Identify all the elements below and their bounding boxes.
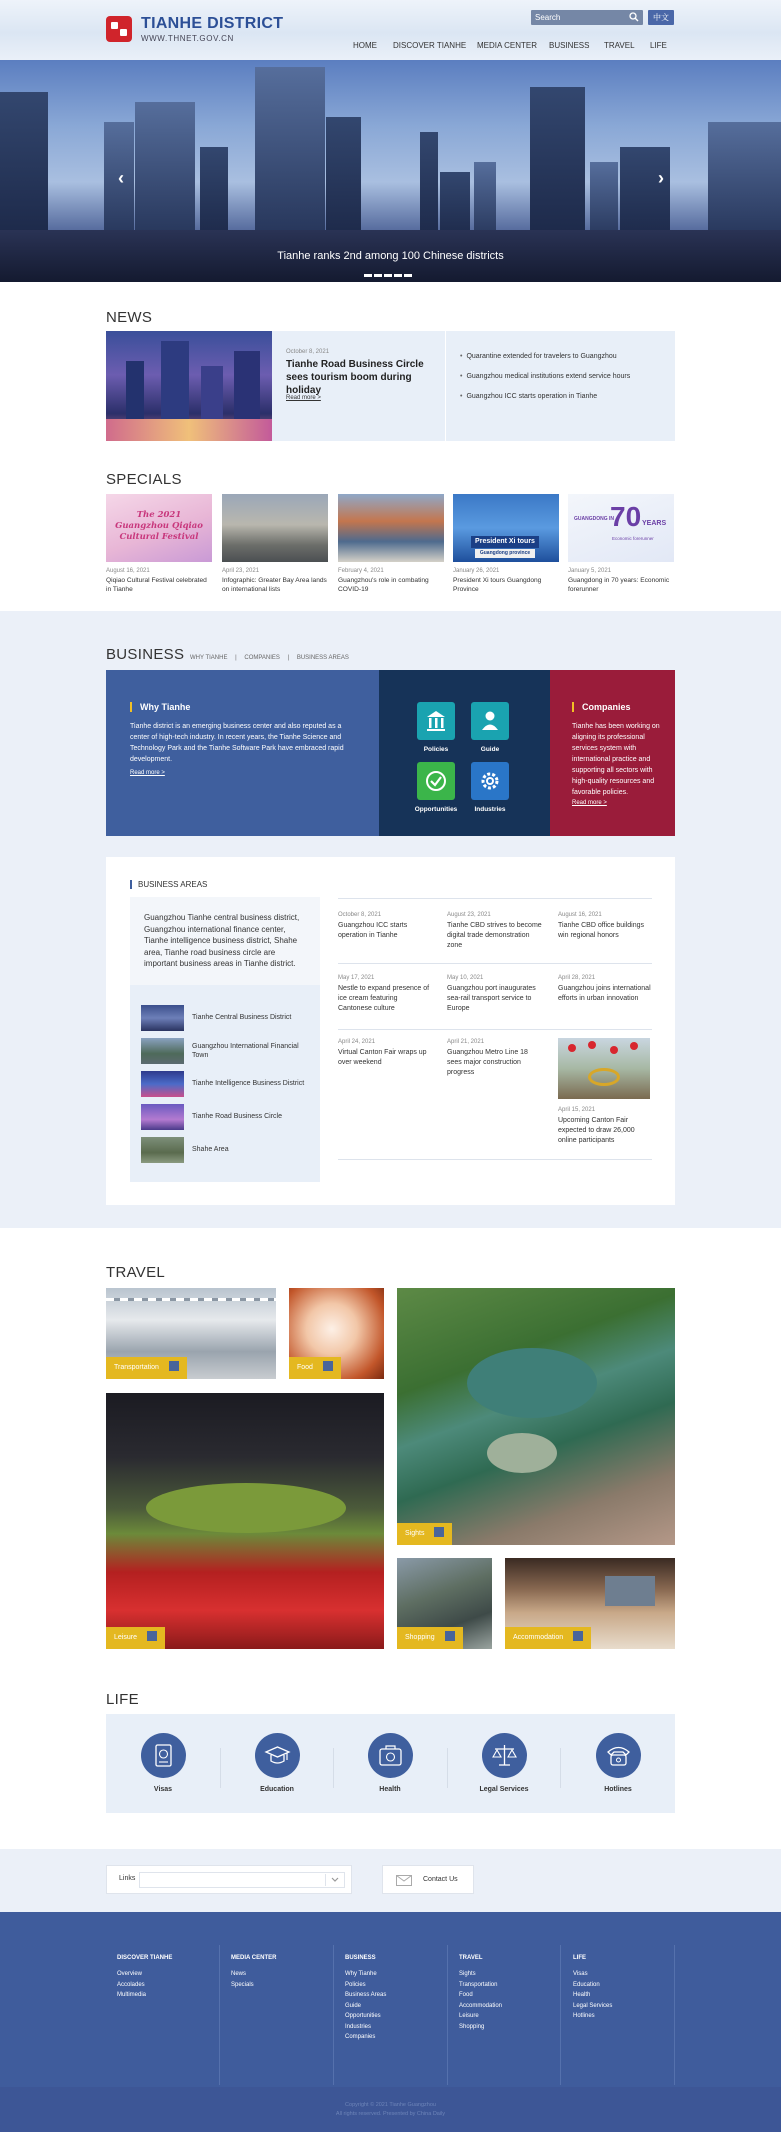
travel-tile-transportation[interactable]: [106, 1288, 276, 1379]
links-dropdown[interactable]: [106, 1865, 352, 1894]
article-date: August 23, 2021: [447, 912, 491, 918]
footer-link[interactable]: Accolades: [117, 1981, 145, 1988]
special-image-text: YEARS: [642, 520, 667, 527]
article-date: August 16, 2021: [558, 912, 602, 918]
person-icon: [471, 702, 509, 740]
footer-link[interactable]: Policies: [345, 1981, 366, 1988]
search-box: [531, 10, 643, 25]
footer-column-media: [231, 1955, 276, 1990]
special-card[interactable]: [568, 494, 674, 594]
medical-kit-icon[interactable]: [368, 1733, 413, 1778]
hero-dot[interactable]: [394, 274, 402, 277]
business-article[interactable]: [558, 912, 653, 941]
special-date: April 23, 2021: [222, 568, 260, 574]
news-list-item[interactable]: • Guangzhou medical institutions extend service hours: [460, 373, 630, 380]
hero-caption[interactable]: Tianhe ranks 2nd among 100 Chinese districts: [277, 250, 504, 262]
travel-tag[interactable]: [106, 1627, 165, 1649]
guide-tile[interactable]: [471, 702, 509, 740]
area-name[interactable]: Tianhe Road Business Circle: [192, 1113, 283, 1120]
travel-tag-label: Shopping: [405, 1634, 435, 1641]
travel-tag[interactable]: [289, 1357, 341, 1379]
footer-link[interactable]: Overview: [117, 1971, 143, 1977]
footer-link[interactable]: Guide: [345, 2002, 362, 2009]
divider: [338, 898, 652, 899]
area-thumbnail[interactable]: [141, 1104, 184, 1130]
footer-link[interactable]: Why Tianhe: [345, 1971, 377, 1977]
special-title[interactable]: Guangdong in 70 years: Economic forerunner: [568, 577, 670, 593]
special-image[interactable]: [222, 494, 328, 562]
scales-icon[interactable]: [482, 1733, 527, 1778]
footer-heading[interactable]: MEDIA CENTER: [231, 1955, 277, 1961]
article-date: April 28, 2021: [558, 975, 596, 981]
industries-label[interactable]: Industries: [474, 806, 506, 813]
nav-discover-tianhe[interactable]: DISCOVER TIANHE: [393, 41, 467, 50]
article-title[interactable]: Tianhe CBD strives to become digital trade demonstration zone: [447, 922, 542, 949]
business-area-item[interactable]: [141, 1005, 311, 1031]
copyright-text: Copyright © 2021 Tianhe Guangzhou: [345, 2102, 436, 2108]
travel-tile-food[interactable]: [289, 1288, 384, 1379]
footer-link[interactable]: Health: [573, 1992, 591, 1998]
nav-travel[interactable]: TRAVEL: [604, 41, 635, 50]
footer-link[interactable]: Sights: [459, 1971, 476, 1977]
travel-tag-label: Leisure: [114, 1634, 137, 1641]
special-title[interactable]: Infographic: Greater Bay Area lands on international lists: [222, 577, 327, 593]
divider: [338, 1159, 652, 1160]
divider: [560, 1748, 561, 1788]
footer-heading[interactable]: DISCOVER TIANHE: [117, 1955, 173, 1961]
special-title[interactable]: Qiqiao Cultural Festival celebrated in Tianhe: [106, 577, 207, 593]
footer-link[interactable]: Multimedia: [117, 1992, 147, 1998]
copyright-bar: [0, 2087, 781, 2132]
specials-section-title: SPECIALS: [106, 471, 182, 488]
nav-home[interactable]: HOME: [353, 41, 377, 50]
life-label[interactable]: Health: [379, 1786, 401, 1793]
footer-heading[interactable]: TRAVEL: [459, 1955, 483, 1961]
special-image[interactable]: [106, 494, 212, 562]
footer-link[interactable]: Shopping: [459, 2023, 485, 2030]
article-title[interactable]: Nestle to expand presence of ice cream featuring Cantonese culture: [338, 985, 430, 1012]
article-date: April 15, 2021: [558, 1107, 596, 1113]
hero-dot[interactable]: [404, 274, 412, 277]
special-card[interactable]: [453, 494, 559, 594]
special-title[interactable]: Guangzhou's role in combating COVID-19: [338, 577, 429, 593]
special-image-text: Economic forerunner: [612, 536, 654, 541]
special-date: January 26, 2021: [453, 568, 500, 574]
footer-link[interactable]: Industries: [345, 2023, 372, 2030]
news-feature: [272, 331, 445, 441]
travel-tag-label: Accommodation: [513, 1634, 564, 1641]
footer-heading[interactable]: LIFE: [573, 1955, 586, 1961]
news-feature-date: October 8, 2021: [286, 349, 330, 355]
arrow-right-icon: [434, 1527, 444, 1537]
companies-title[interactable]: Companies: [572, 702, 631, 712]
special-image-text: The 2021 Guangzhou Qiqiao Cultural Festival: [115, 510, 203, 542]
hero-dot[interactable]: [374, 274, 382, 277]
travel-tag-label: Transportation: [114, 1364, 159, 1371]
companies-panel: [550, 670, 675, 836]
divider: [338, 963, 652, 964]
article-title[interactable]: Guangzhou joins international efforts in urban innovation: [558, 985, 651, 1002]
area-thumbnail[interactable]: [141, 1038, 184, 1064]
nav-business[interactable]: BUSINESS: [549, 41, 590, 50]
life-item-hotlines[interactable]: [578, 1733, 658, 1793]
subnav-why-tianhe[interactable]: WHY TIANHE: [190, 655, 228, 661]
site-url: WWW.THNET.GOV.CN: [141, 34, 234, 43]
footer-link[interactable]: Hotlines: [573, 2013, 595, 2019]
travel-tag[interactable]: [106, 1357, 187, 1379]
divider: [447, 1748, 448, 1788]
contact-us-button[interactable]: [382, 1865, 474, 1894]
article-date: April 21, 2021: [447, 1039, 485, 1045]
site-title[interactable]: TIANHE DISTRICT: [141, 15, 284, 32]
special-image-text: Guangdong province: [475, 549, 535, 558]
arrow-right-icon: [445, 1631, 455, 1641]
footer-column-business: [345, 1955, 386, 2043]
article-title[interactable]: Virtual Canton Fair wraps up over weekend: [338, 1049, 427, 1066]
opportunities-label[interactable]: Opportunities: [414, 806, 458, 813]
business-article[interactable]: [447, 975, 542, 1014]
news-feature-image[interactable]: [106, 331, 272, 441]
footer-link[interactable]: Specials: [231, 1981, 254, 1988]
divider: [220, 1748, 221, 1788]
business-areas-title: BUSINESS AREAS: [130, 880, 207, 889]
hero-carousel[interactable]: [0, 60, 781, 282]
footer-link[interactable]: News: [231, 1971, 247, 1977]
life-item-education[interactable]: [237, 1733, 317, 1793]
special-card[interactable]: [338, 494, 444, 594]
article-date: October 8, 2021: [338, 912, 382, 918]
divider: [333, 1748, 334, 1788]
arrow-right-icon: [169, 1361, 179, 1371]
area-thumbnail[interactable]: [141, 1071, 184, 1097]
special-date: February 4, 2021: [338, 568, 384, 574]
travel-tile-leisure[interactable]: [106, 1393, 384, 1649]
contact-us-label: Contact Us: [423, 1876, 458, 1883]
business-subnav: WHY TIANHE | COMPANIES | BUSINESS AREAS: [190, 655, 349, 661]
special-image[interactable]: [338, 494, 444, 562]
article-title[interactable]: Upcoming Canton Fair expected to draw 26,000 online participants: [558, 1117, 635, 1144]
business-article[interactable]: [338, 975, 433, 1014]
special-date: January 5, 2021: [568, 568, 612, 574]
site-header: [0, 0, 781, 60]
footer-link[interactable]: Food: [459, 1992, 473, 1998]
life-item-visas[interactable]: [123, 1733, 203, 1793]
hero-pagination: [364, 264, 414, 268]
article-title[interactable]: Guangzhou ICC starts operation in Tianhe: [338, 922, 408, 939]
arrow-right-icon: [323, 1361, 333, 1371]
special-image[interactable]: [453, 494, 559, 562]
article-title[interactable]: Tianhe CBD office buildings win regional honors: [558, 922, 644, 939]
special-image-text: GUANGDONG IN: [574, 516, 614, 522]
logo-icon[interactable]: [106, 16, 132, 42]
travel-tag[interactable]: [397, 1523, 452, 1545]
business-area-item[interactable]: [141, 1104, 311, 1130]
policies-label[interactable]: Policies: [423, 746, 449, 753]
business-article[interactable]: [447, 1039, 542, 1078]
travel-tag[interactable]: [397, 1627, 463, 1649]
why-tianhe-title[interactable]: Why Tianhe: [130, 702, 190, 712]
links-select[interactable]: [139, 1872, 345, 1888]
arrow-right-icon: [147, 1631, 157, 1641]
envelope-icon: [396, 1875, 412, 1886]
hero-dot[interactable]: [364, 274, 372, 277]
hero-prev-arrow-icon[interactable]: ‹: [118, 168, 124, 188]
special-image[interactable]: [568, 494, 674, 562]
building-icon: [417, 702, 455, 740]
special-date: August 16, 2021: [106, 568, 150, 574]
canton-fair-image[interactable]: [558, 1038, 650, 1099]
business-article[interactable]: [338, 912, 433, 941]
area-name[interactable]: Tianhe Central Business District: [192, 1014, 292, 1021]
companies-text: Tianhe has been working on aligning its professional services system with international practice and supporting all sectors with high-quality resources and favorable policies.: [572, 723, 660, 796]
footer-link[interactable]: Visas: [573, 1971, 588, 1977]
footer-link[interactable]: Transportation: [459, 1981, 498, 1988]
article-title[interactable]: Guangzhou port inaugurates sea-rail transport service to Europe: [447, 985, 536, 1012]
business-article[interactable]: [447, 912, 542, 951]
search-icon[interactable]: [629, 12, 639, 22]
travel-tag-label: Food: [297, 1364, 313, 1371]
news-list-item[interactable]: • Quarantine extended for travelers to Guangzhou: [460, 353, 617, 360]
companies-read-more-link[interactable]: Read more >: [572, 800, 607, 806]
footer-column-life: [573, 1955, 612, 2022]
business-tiles-panel: [379, 670, 550, 836]
passport-icon[interactable]: [141, 1733, 186, 1778]
life-label[interactable]: Hotlines: [604, 1786, 632, 1793]
search-input[interactable]: [535, 11, 621, 24]
why-tianhe-panel: [106, 670, 379, 836]
why-tianhe-text: Tianhe district is an emerging business center and also reputed as a center of high-tech industry. In recent years, the Tianhe Science and Technology Park and the Tianhe Software Park have embraced rapid development.: [130, 723, 344, 763]
footer-link[interactable]: Leisure: [459, 2013, 479, 2019]
footer-column-discover: [117, 1955, 172, 2001]
article-date: May 10, 2021: [447, 975, 484, 981]
special-card[interactable]: [222, 494, 328, 594]
area-thumbnail[interactable]: [141, 1137, 184, 1163]
business-area-item[interactable]: [141, 1038, 311, 1064]
business-area-item[interactable]: [141, 1071, 311, 1097]
business-area-item[interactable]: [141, 1137, 311, 1163]
news-list: [445, 331, 675, 441]
rights-text: All rights reserved. Presented by China Daily: [335, 2111, 446, 2117]
divider: [338, 1029, 652, 1030]
policies-tile[interactable]: [417, 702, 455, 740]
travel-section-title: TRAVEL: [106, 1264, 166, 1281]
telephone-icon[interactable]: [596, 1733, 641, 1778]
subnav-companies[interactable]: COMPANIES: [244, 655, 280, 661]
article-date: April 24, 2021: [338, 1039, 376, 1045]
business-article[interactable]: [558, 1107, 653, 1146]
subnav-business-areas[interactable]: BUSINESS AREAS: [296, 655, 349, 661]
opportunities-tile[interactable]: [417, 762, 455, 800]
business-section-title: BUSINESS: [106, 646, 185, 663]
area-name[interactable]: Shahe Area: [192, 1146, 229, 1153]
footer-link[interactable]: Business Areas: [345, 1992, 387, 1998]
footer-heading[interactable]: BUSINESS: [345, 1955, 376, 1961]
arrow-right-icon: [573, 1631, 583, 1641]
check-circle-icon: [417, 762, 455, 800]
special-title[interactable]: President Xi tours Guangdong Province: [453, 577, 542, 593]
news-read-more-link[interactable]: Read more >: [286, 395, 321, 401]
business-article[interactable]: [338, 1039, 433, 1068]
language-switch-button[interactable]: 中文: [648, 10, 674, 25]
why-tianhe-read-more-link[interactable]: Read more >: [130, 770, 165, 776]
graduation-cap-icon[interactable]: [255, 1733, 300, 1778]
life-label[interactable]: Education: [260, 1786, 294, 1793]
nav-media-center[interactable]: MEDIA CENTER: [477, 41, 538, 50]
business-article[interactable]: [558, 975, 653, 1004]
area-thumbnail[interactable]: [141, 1005, 184, 1031]
travel-tile-accommodation[interactable]: [505, 1558, 675, 1649]
footer-link[interactable]: Accommodation: [459, 2002, 503, 2009]
special-image-text: President Xi tours: [471, 536, 539, 548]
article-title[interactable]: Guangzhou Metro Line 18 sees major construction progress: [447, 1049, 528, 1076]
area-name[interactable]: Guangzhou International Financial Town: [192, 1043, 299, 1059]
hero-next-arrow-icon[interactable]: ›: [658, 168, 664, 188]
guide-label[interactable]: Guide: [480, 746, 500, 753]
footer-link[interactable]: Legal Services: [573, 2002, 613, 2009]
news-section-title: NEWS: [106, 309, 153, 326]
business-areas-intro: Guangzhou Tianhe central business district, Guangzhou international finance center, Tianhe intelligence business district, Shahe area, Tianhe road business circle are important business areas in Tianhe district.: [130, 897, 320, 985]
travel-tag-label: Sights: [405, 1530, 425, 1537]
chevron-down-icon[interactable]: [331, 1877, 339, 1883]
travel-tile-sights[interactable]: [397, 1288, 675, 1545]
hero-dot[interactable]: [384, 274, 392, 277]
footer-column-travel: [459, 1955, 502, 2032]
life-label[interactable]: Legal Services: [479, 1786, 529, 1793]
news-feature-title[interactable]: Tianhe Road Business Circle sees tourism boom during holiday: [286, 359, 424, 396]
area-name[interactable]: Tianhe Intelligence Business District: [192, 1080, 305, 1087]
footer-link[interactable]: Education: [573, 1981, 600, 1988]
article-date: May 17, 2021: [338, 975, 375, 981]
industries-tile[interactable]: [471, 762, 509, 800]
travel-tile-shopping[interactable]: [397, 1558, 492, 1649]
footer-link[interactable]: Companies: [345, 2034, 376, 2040]
life-item-legal-services[interactable]: [464, 1733, 544, 1793]
life-item-health[interactable]: [350, 1733, 430, 1793]
footer-link[interactable]: Opportunities: [345, 2013, 381, 2019]
life-section-title: LIFE: [106, 1691, 139, 1708]
news-list-item[interactable]: • Guangzhou ICC starts operation in Tianhe: [460, 393, 597, 400]
travel-tag[interactable]: [505, 1627, 591, 1649]
special-card[interactable]: [106, 494, 212, 594]
links-label: Links: [119, 1875, 136, 1882]
special-image-text: 70: [610, 501, 642, 532]
life-label[interactable]: Visas: [153, 1786, 173, 1793]
nav-life[interactable]: LIFE: [650, 41, 667, 50]
gear-icon: [471, 762, 509, 800]
